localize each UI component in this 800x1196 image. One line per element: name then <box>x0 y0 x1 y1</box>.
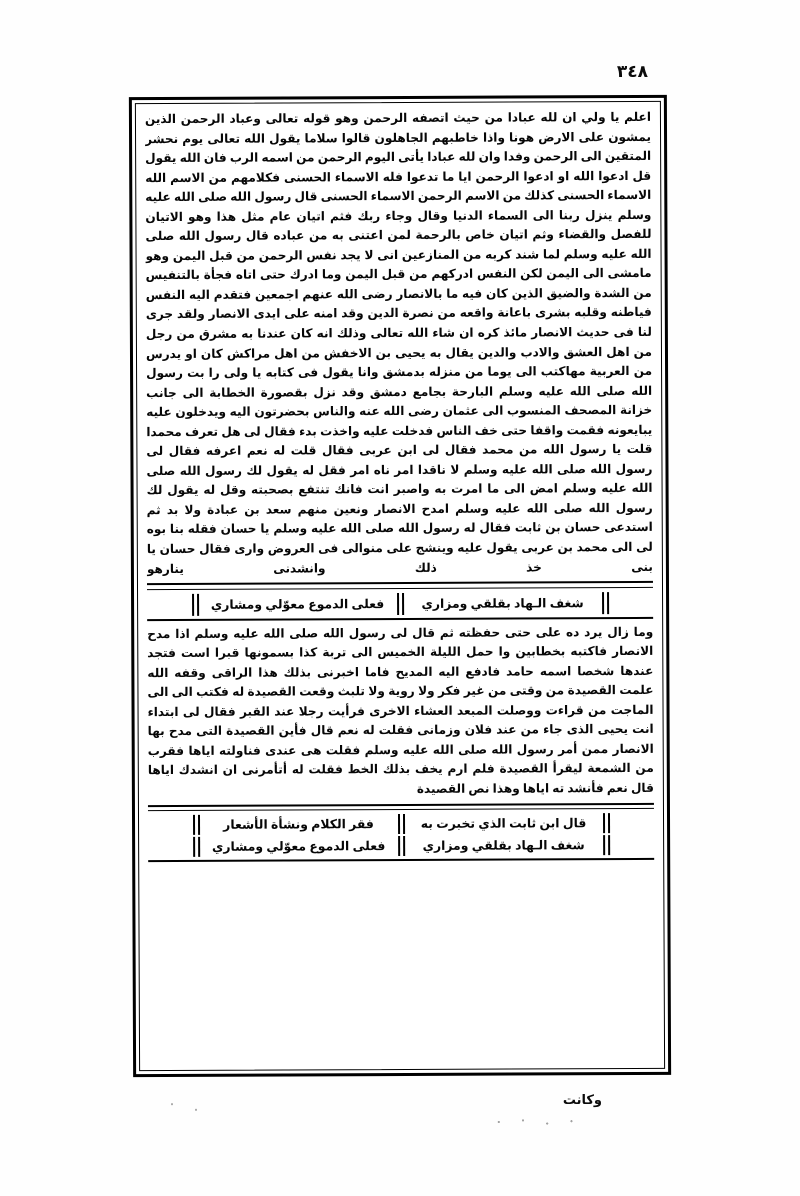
hemistich-left: فقر الكلام ونشأة الأشعار <box>223 816 374 832</box>
paper-speckle <box>160 1100 220 1114</box>
verse-divider-middle-icon <box>397 813 404 835</box>
verse-divider-right-icon <box>603 834 610 856</box>
hemistich-right: قال ابن ثابت الذي تخبرت به <box>420 815 587 831</box>
verse-rule-lower <box>148 808 654 811</box>
hemistich-right: شغف الـهاد بقلقي ومزاري <box>421 594 584 611</box>
hemistich-left: فعلى الدموع معوّلي ومشاري <box>211 838 386 854</box>
verse-divider-middle-icon <box>398 835 405 857</box>
verse-divider-left-icon <box>192 814 199 836</box>
text-frame-border <box>129 95 671 1077</box>
catchword: وكانت <box>562 1093 602 1108</box>
body-paragraph-2-text: وما زال يرد ده على حتى حفظته ثم قال لى رسول الله صلى الله عليه وسلم اذا مدح الانصار فاكتبه بخطابين وا حمل الليلة الخميس الى تربة كذا بسمونها قبرا است فتجد عندها شخصا اسمه حامد فادفع اليه المديح فاما اخبرنى بذلك هذا الراقى وقفه الله علمت القصيدة من وقتى من غير فكر ولا روية ولا تلبث وقعت القصيدة له فكتب الى الى الماجت من قراءت ووصلت المبعد العشاء الاخرى فرأيت رجلا عند القبر فقال لى ابتداء انت يحيى الذى جاء من عند فلان وزمانى فقلت له نعم قال فأين القصيدة التى مدح بها الانصار ممن أمر رسول الله صلى الله عليه وسلم فقلت هى عندى فناولته اياها فقرب من الشمعة ليقرأ القصيدة فلم ارم يخف بذلك الخط فقلت له أتأمرنى ان انشدك اياها قال نعم فأنشد ته اياها وهذا نص القصيدة <box>147 624 654 796</box>
paper-speckle <box>490 1118 600 1126</box>
body-paragraph-1 <box>145 108 653 579</box>
verse-divider-left-icon <box>193 836 200 858</box>
verse-divider-right-icon <box>602 591 609 615</box>
verse-rule-upper <box>147 587 653 590</box>
hemistich-left: فعلى الدموع معوّلي ومشاري <box>210 595 385 612</box>
verse-block-upper <box>147 581 653 621</box>
body-paragraph-2 <box>147 623 654 801</box>
text-frame-inner <box>135 101 665 1071</box>
verse-divider-right-icon <box>602 812 609 834</box>
verse-block-lower <box>148 802 654 862</box>
hemistich-right: شغف الـهاد بقلقي ومزاري <box>422 837 585 853</box>
verse-divider-middle-icon <box>397 592 404 616</box>
verse-line <box>148 834 654 858</box>
verse-line <box>147 591 653 617</box>
body-paragraph-1-text: اعلم يا ولي ان لله عبادا من حيث اتصفه الرحمن وهو قوله تعالى وعباد الرحمن الذين يمشون على الارض هونا واذا خاطبهم الجاهلون قالوا سلاما يقول الله تعالى يوم نحشر المتقين الى الرحمن وفدا وان لله عبادا يأتى اليوم الرحمن من اسمه الرب فان الله يقول قل ادعوا الله او ادعوا الرحمن ايا ما تدعوا فله الاسماء الحسنى فكلامهم من الاسم الله الاسماء الحسنى كذلك من الاسم الرحمن الاسماء الحسنى قال رسول الله صلى الله عليه وسلم ينزل ربنا الى السماء الدنيا وقال وجاء ربك فثم اتيان عام مثل هذا وهو الاتيان للفصل والقضاء وثم اتيان خاص بالرحمة لمن اعتنى به من عباده قال رسول الله صلى الله عليه وسلم لما شند كربه من المنازعين انى لا يجد نفس الرحمن من قبل اليمن وهو مامشى الى اليمن لكن النفس ادركهم من قبل اليمن وما ادرك حتى اتاه فجأة بالتنفيس من الشدة والضيق الذين كان فيه ما بالانصار رضى الله عنهم اجمعين فتقدم اليه النفس فياطنه وقلبه بشرى باعانة واقعه من نصرة الدين وقد امنه على ايدى الانصار ولقد جرى لنا فى حديث الانصار مائذ كره ان شاء الله تعالى وذلك انه كان عندنا به مشرق من رجل من اهل العشق والادب والدين يقال به يحيى بن الاخفش من اهل مراكش كان او يدرس من العربية مهاكتب الى يوما من منزله بدمشق وانا يقول فى كتابه يا ولى را بت رسول الله صلى الله عليه وسلم البارحة بجامع دمشق وقد نزل بقصورة الخطابة الى جانب خزانة المصحف المنسوب الى عثمان رضى الله عنه والناس بحضرتون اليه ويدخلون عليه يبايعونه فقمت واقفا حتى خف الناس فدخلت عليه واخذت بدء فقال لى هل تعرف محمدا قلت يا رسول الله من محمد فقال لى ابن عربى فقال قلت له نعم اعرفه فقال لى رسول الله صلى الله عليه وسلم لا ناقدا امر ناه امر فقل له يقول لك رسول الله صلى الله عليه وسلم امض الى ما امرت به واصبر انت فانك تنتفع بصحبته وقل له يقول لك رسول الله صلى الله عليه وسلم امدح الانصار ونعين منهم سعد بن عبادة ولا بد ثم استدعى حسان بن ثابت فقال له رسول الله صلى الله عليه وسلم يا حسان فقله بنا بوه لى الى محمد بن عربى يقول عليه وينشج على منوالى فى العروض وارى فقال حسان يا بنى خذ ذلك وانشدنى ينارهو <box>144 109 653 576</box>
verse-line <box>148 812 654 836</box>
page-number: ٣٤٨ <box>616 62 648 82</box>
verse-divider-left-icon <box>192 593 199 617</box>
